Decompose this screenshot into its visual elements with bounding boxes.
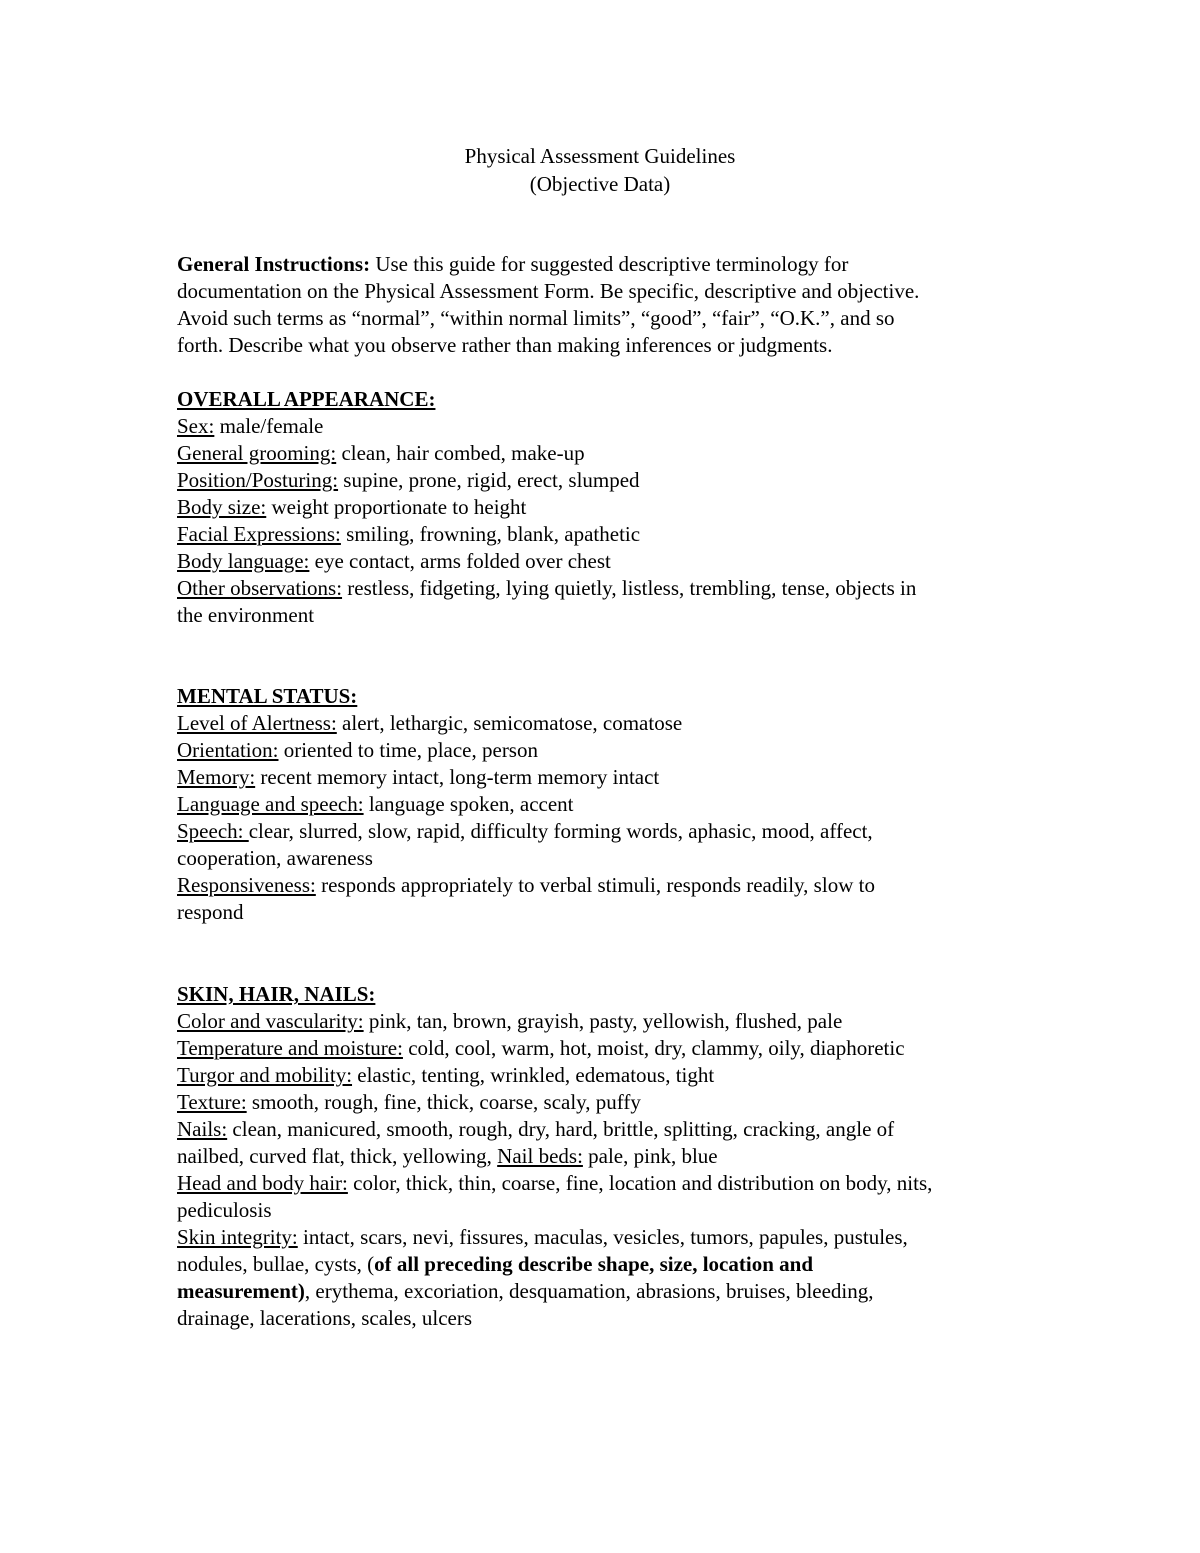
bodysize-text: weight proportionate to height <box>266 495 527 519</box>
texture-text: smooth, rough, fine, thick, coarse, scaly, puffy <box>246 1090 641 1114</box>
integrity-text-3: , erythema, excoriation, desquamation, abrasions, bruises, bleeding, <box>304 1279 874 1303</box>
posture-label: Position/Posturing: <box>177 468 339 492</box>
section-mental-status <box>177 683 1037 926</box>
facial-text: smiling, frowning, blank, apathetic <box>340 522 641 546</box>
integrity-label: Skin integrity: <box>177 1225 298 1249</box>
color-text: pink, tan, brown, grayish, pasty, yellowish, flushed, pale <box>363 1009 843 1033</box>
mental-orientation <box>177 737 1037 764</box>
lang-text: language spoken, accent <box>363 792 574 816</box>
alert-text: alert, lethargic, semicomatose, comatose <box>336 711 683 735</box>
texture-label: Texture: <box>177 1090 247 1114</box>
grooming-text: clean, hair combed, make-up <box>336 441 585 465</box>
mental-alertness <box>177 710 1037 737</box>
other-text-1: restless, fidgeting, lying quietly, listless, trembling, tense, objects in <box>342 576 917 600</box>
overall-posture <box>177 467 1037 494</box>
mental-speech <box>177 818 1037 845</box>
posture-text: supine, prone, rigid, erect, slumped <box>338 468 640 492</box>
nailbeds-label: Nail beds: <box>497 1144 583 1168</box>
temp-text: cold, cool, warm, hot, moist, dry, clammy, oily, diaphoretic <box>402 1036 905 1060</box>
page-subtitle: (Objective Data) <box>529 172 671 196</box>
sex-label: Sex: <box>177 414 215 438</box>
section-skin-hair-nails <box>177 981 1037 1332</box>
overall-sex <box>177 413 1037 440</box>
bodysize-label: Body size: <box>177 495 267 519</box>
skin-color <box>177 1008 1037 1035</box>
nails-text-2: nailbed, curved flat, thick, yellowing, <box>177 1144 498 1168</box>
overall-heading: OVERALL APPEARANCE: <box>177 387 436 411</box>
gi-line-1 <box>177 251 1037 278</box>
speech-label: Speech: <box>177 819 249 843</box>
other-label: Other observations: <box>177 576 343 600</box>
general-instructions <box>177 251 1037 359</box>
mental-language <box>177 791 1037 818</box>
temp-label: Temperature and moisture: <box>177 1036 403 1060</box>
memory-label: Memory: <box>177 765 256 789</box>
mental-heading: MENTAL STATUS: <box>177 684 358 708</box>
page-title: Physical Assessment Guidelines <box>464 144 736 168</box>
skin-temperature <box>177 1035 1037 1062</box>
integrity-text-1: intact, scars, nevi, fissures, maculas, vesicles, tumors, papules, pustules, <box>297 1225 908 1249</box>
speech-text-1: clear, slurred, slow, rapid, difficulty forming words, aphasic, mood, affect, <box>248 819 873 843</box>
overall-other-cont: the environment <box>177 603 315 627</box>
skin-heading: SKIN, HAIR, NAILS: <box>177 982 376 1006</box>
skin-hair <box>177 1170 1037 1197</box>
skin-integrity-cont-2 <box>177 1278 1037 1305</box>
overall-bodylang <box>177 548 1037 575</box>
facial-label: Facial Expressions: <box>177 522 341 546</box>
alert-label: Level of Alertness: <box>177 711 337 735</box>
memory-text: recent memory intact, long-term memory intact <box>255 765 660 789</box>
turgor-label: Turgor and mobility: <box>177 1063 353 1087</box>
gi-line-2: documentation on the Physical Assessment Form. Be specific, descriptive and objective. <box>177 279 920 303</box>
integrity-bold-2: measurement) <box>177 1279 305 1303</box>
grooming-label: General grooming: <box>177 441 337 465</box>
gi-label: General Instructions: <box>177 252 371 276</box>
skin-integrity <box>177 1224 1037 1251</box>
resp-label: Responsiveness: <box>177 873 316 897</box>
gi-line-3: Avoid such terms as “normal”, “within normal limits”, “good”, “fair”, “O.K.”, and so <box>177 306 895 330</box>
overall-grooming <box>177 440 1037 467</box>
integrity-bold-1: of all preceding describe shape, size, location and <box>374 1252 813 1276</box>
lang-label: Language and speech: <box>177 792 364 816</box>
nails-label: Nails: <box>177 1117 228 1141</box>
gi-line-4: forth. Describe what you observe rather than making inferences or judgments. <box>177 333 833 357</box>
integrity-text-2: nodules, bullae, cysts, ( <box>177 1252 375 1276</box>
hair-text-1: color, thick, thin, coarse, fine, location and distribution on body, nits, <box>347 1171 933 1195</box>
hair-label: Head and body hair: <box>177 1171 348 1195</box>
section-overall-appearance <box>177 386 1037 629</box>
mental-speech-cont: cooperation, awareness <box>177 846 373 870</box>
overall-other <box>177 575 1037 602</box>
overall-facial <box>177 521 1037 548</box>
gi-text-1: Use this guide for suggested descriptive terminology for <box>370 252 849 276</box>
overall-bodysize <box>177 494 1037 521</box>
turgor-text: elastic, tenting, wrinkled, edematous, tight <box>352 1063 715 1087</box>
skin-nails-cont <box>177 1143 1037 1170</box>
bodylang-label: Body language: <box>177 549 310 573</box>
nails-text-1: clean, manicured, smooth, rough, dry, hard, brittle, splitting, cracking, angle of <box>227 1117 895 1141</box>
skin-nails <box>177 1116 1037 1143</box>
bodylang-text: eye contact, arms folded over chest <box>309 549 611 573</box>
skin-hair-cont: pediculosis <box>177 1198 272 1222</box>
skin-integrity-cont-3: drainage, lacerations, scales, ulcers <box>177 1306 473 1330</box>
nailbeds-text: pale, pink, blue <box>582 1144 718 1168</box>
mental-responsiveness <box>177 872 1037 899</box>
resp-text-1: responds appropriately to verbal stimuli, responds readily, slow to <box>315 873 875 897</box>
skin-turgor <box>177 1062 1037 1089</box>
skin-integrity-cont-1 <box>177 1251 1037 1278</box>
color-label: Color and vascularity: <box>177 1009 364 1033</box>
skin-texture <box>177 1089 1037 1116</box>
mental-responsiveness-cont: respond <box>177 900 244 924</box>
sex-text: male/female <box>214 414 324 438</box>
orient-label: Orientation: <box>177 738 279 762</box>
orient-text: oriented to time, place, person <box>278 738 538 762</box>
mental-memory <box>177 764 1037 791</box>
